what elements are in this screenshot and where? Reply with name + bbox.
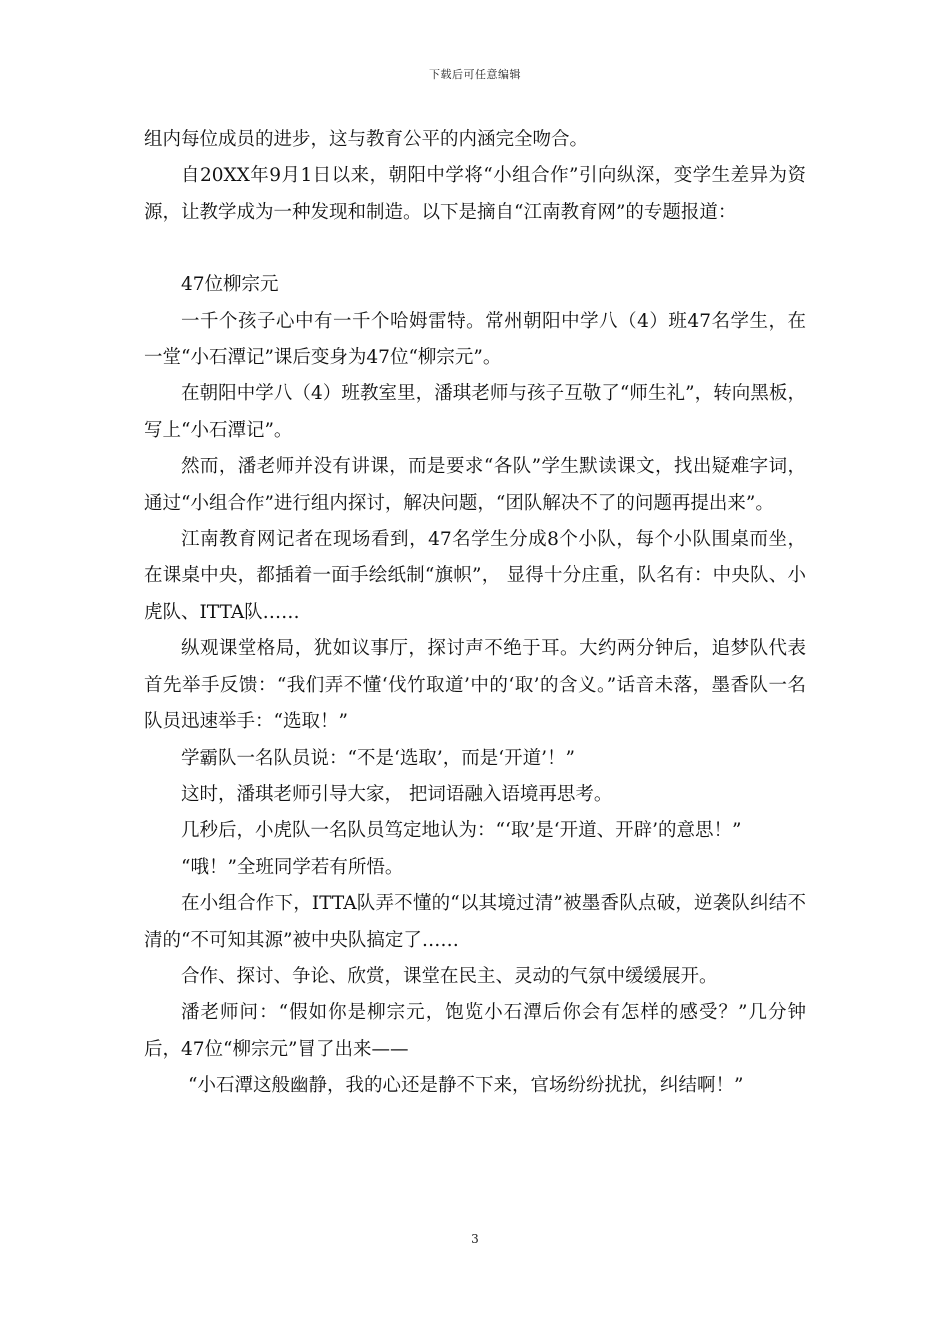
paragraph: 纵观课堂格局，犹如议事厅，探讨声不绝于耳。大约两分钟后，追梦队代表首先举手反馈：“我们弄不懂‘伐竹取道’中的‘取’的含义。”话音未落，墨香队一名队员迅速举手：“选取！” — [144, 638, 806, 733]
paragraph: 在小组合作下，ITTA队弄不懂的“以其境过清”被墨香队点破，逆袭队纠结不清的“不可知其源”被中央队搞定了…… — [144, 893, 806, 951]
paragraph: “哦！”全班同学若有所悟。 — [181, 856, 404, 878]
blank-line — [144, 231, 806, 267]
document-body — [144, 122, 806, 1105]
paragraph: 合作、探讨、争论、欣赏，课堂在民主、灵动的气氛中缓缓展开。 — [181, 965, 718, 987]
paragraph: 一千个孩子心中有一千个哈姆雷特。常州朝阳中学八（4）班47名学生，在一堂“小石潭记”课后变身为47位“柳宗元”。 — [144, 310, 806, 369]
paragraph: 潘老师问：“假如你是柳宗元，饱览小石潭后你会有怎样的感受？”几分钟后，47位“柳宗元”冒了出来—— — [144, 1002, 806, 1060]
paragraph: 在朝阳中学八（4）班教室里，潘琪老师与孩子互敬了“师生礼”，转向黑板，写上“小石潭记”。 — [144, 383, 806, 441]
paragraph: 江南教育网记者在现场看到，47名学生分成8个小队，每个小队围桌而坐， 在课桌中央，都插着一面手绘纸制“旗帜”， 显得十分庄重，队名有：中央队、小虎队、ITTA队…… — [144, 529, 806, 623]
paragraph: 学霸队一名队员说：“不是‘选取’，而是‘开道’！” — [181, 747, 575, 769]
paragraph: 自20XX年9月1日以来，朝阳中学将“小组合作”引向纵深，变学生差异为资源，让教学成为一种发现和制造。以下是摘自“江南教育网”的专题报道： — [144, 165, 806, 223]
paragraph: “小石潭这般幽静，我的心还是静不下来，官场纷纷扰扰，纠结啊！” — [188, 1075, 744, 1097]
page-header: 下载后可任意编辑 — [429, 68, 521, 81]
paragraph: 然而，潘老师并没有讲课，而是要求“各队”学生默读课文，找出疑难字词，通过“小组合作”进行组内探讨，解决问题，“团队解决不了的问题再提出来”。 — [144, 456, 806, 514]
section-title: 47位柳宗元 — [181, 274, 279, 296]
page-number: 3 — [471, 1232, 479, 1246]
paragraph: 几秒后，小虎队一名队员笃定地认为：“‘取’是‘开道、开辟’的意思！” — [181, 820, 742, 842]
paragraph: 这时，潘琪老师引导大家， 把词语融入语境再思考。 — [181, 783, 613, 805]
paragraph: 组内每位成员的进步，这与教育公平的内涵完全吻合。 — [144, 129, 589, 150]
